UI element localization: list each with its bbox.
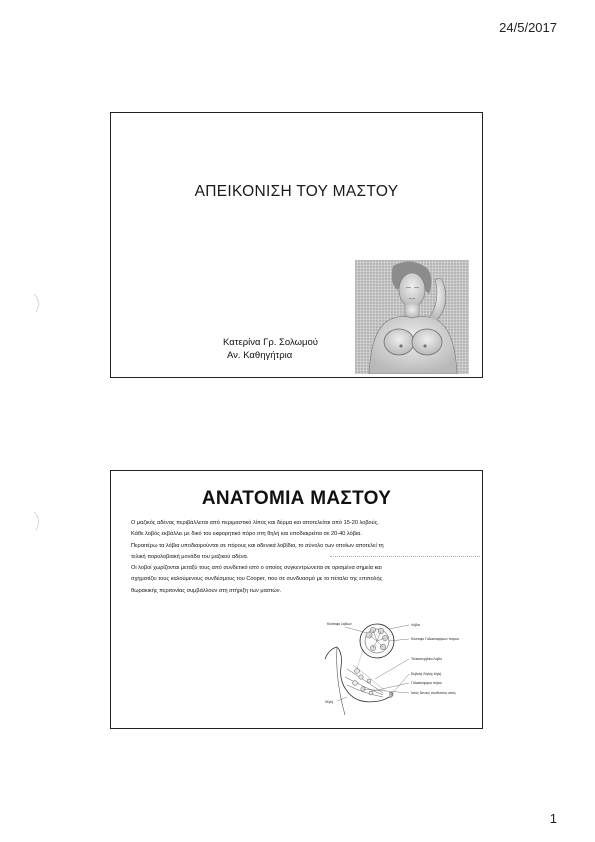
- text-line: Κάθε λοβός εκβάλλει με δικό του εκφορητικό πόρο στη θηλή και υποδιαιρείται σε 20-40 λόβια.: [131, 531, 362, 538]
- scan-artifact: [30, 292, 46, 314]
- text-line: Ο μαζικός αδένας περιβάλλεται από περιμαστικό λίπος και δέρμα και αποτελείται από 15-20 λοβούς.: [131, 520, 379, 526]
- label-left-top: Κύστεφο λοβίων: [327, 622, 352, 626]
- anatomy-text: [131, 518, 468, 597]
- scan-artifact: [30, 510, 46, 532]
- author-block: [223, 336, 318, 362]
- label-nipple-outlet: Εκβολή Θηλής θηλή: [411, 672, 442, 676]
- label-ducts: Κύστεφο Γαλακτοφόρων πόρων: [411, 637, 460, 641]
- slide-title: [110, 112, 483, 378]
- woman-illustration: [355, 260, 469, 374]
- text-line: Οι λοβοί χωρίζονται μεταξύ τους από συνδετικό ιστό ο οποίος συγκεντρώνεται σε ορισμένα σημεία και: [131, 565, 382, 572]
- text-line: σχηματίζει τους καλούμενους συνδέσμους του Cooper, που σε συνδυασμό με το πέταλο της επιπολής: [131, 576, 383, 583]
- breast-anatomy-diagram: [323, 619, 473, 725]
- scan-line: [330, 556, 480, 557]
- slide-anatomy: [110, 470, 483, 729]
- author-role: Αν. Καθηγήτρια: [227, 350, 293, 361]
- label-milk-ducts: Γαλακτοφόροι πόροι: [411, 681, 442, 685]
- text-line: θωρακικής περιτονίας συμβάλλουν στη στήριξη των μαστών.: [131, 587, 282, 594]
- page-number: 1: [549, 811, 557, 826]
- label-terminal-lobule: Τελικοπορβάκι Λοβίο: [411, 657, 443, 661]
- label-fat-tissue: Ιστός λίπους συνδετικός ιστός: [411, 691, 456, 695]
- label-lobules: Λόβια: [411, 623, 420, 627]
- author-name: Κατερίνα Γρ. Σολωμού: [223, 337, 318, 348]
- text-line: τελική πορολοβιακή μονάδα του μαζικού αδένα.: [131, 553, 249, 560]
- page-date: 24/5/2017: [499, 20, 557, 35]
- slide-title-text: ΑΠΕΙΚΟΝΙΣΗ ΤΟΥ ΜΑΣΤΟΥ: [194, 183, 399, 200]
- text-line: Περαιτέρω τα λόβια υποδιαιρούνται σε πόρους και αδενικά λοβίδια, το σύνολο των οποίων αποτελεί τη: [131, 542, 384, 549]
- slide-anatomy-title: ΑΝΑΤΟΜΙΑ ΜΑΣΤΟΥ: [201, 488, 392, 509]
- label-nipple: Θηλή: [325, 700, 334, 704]
